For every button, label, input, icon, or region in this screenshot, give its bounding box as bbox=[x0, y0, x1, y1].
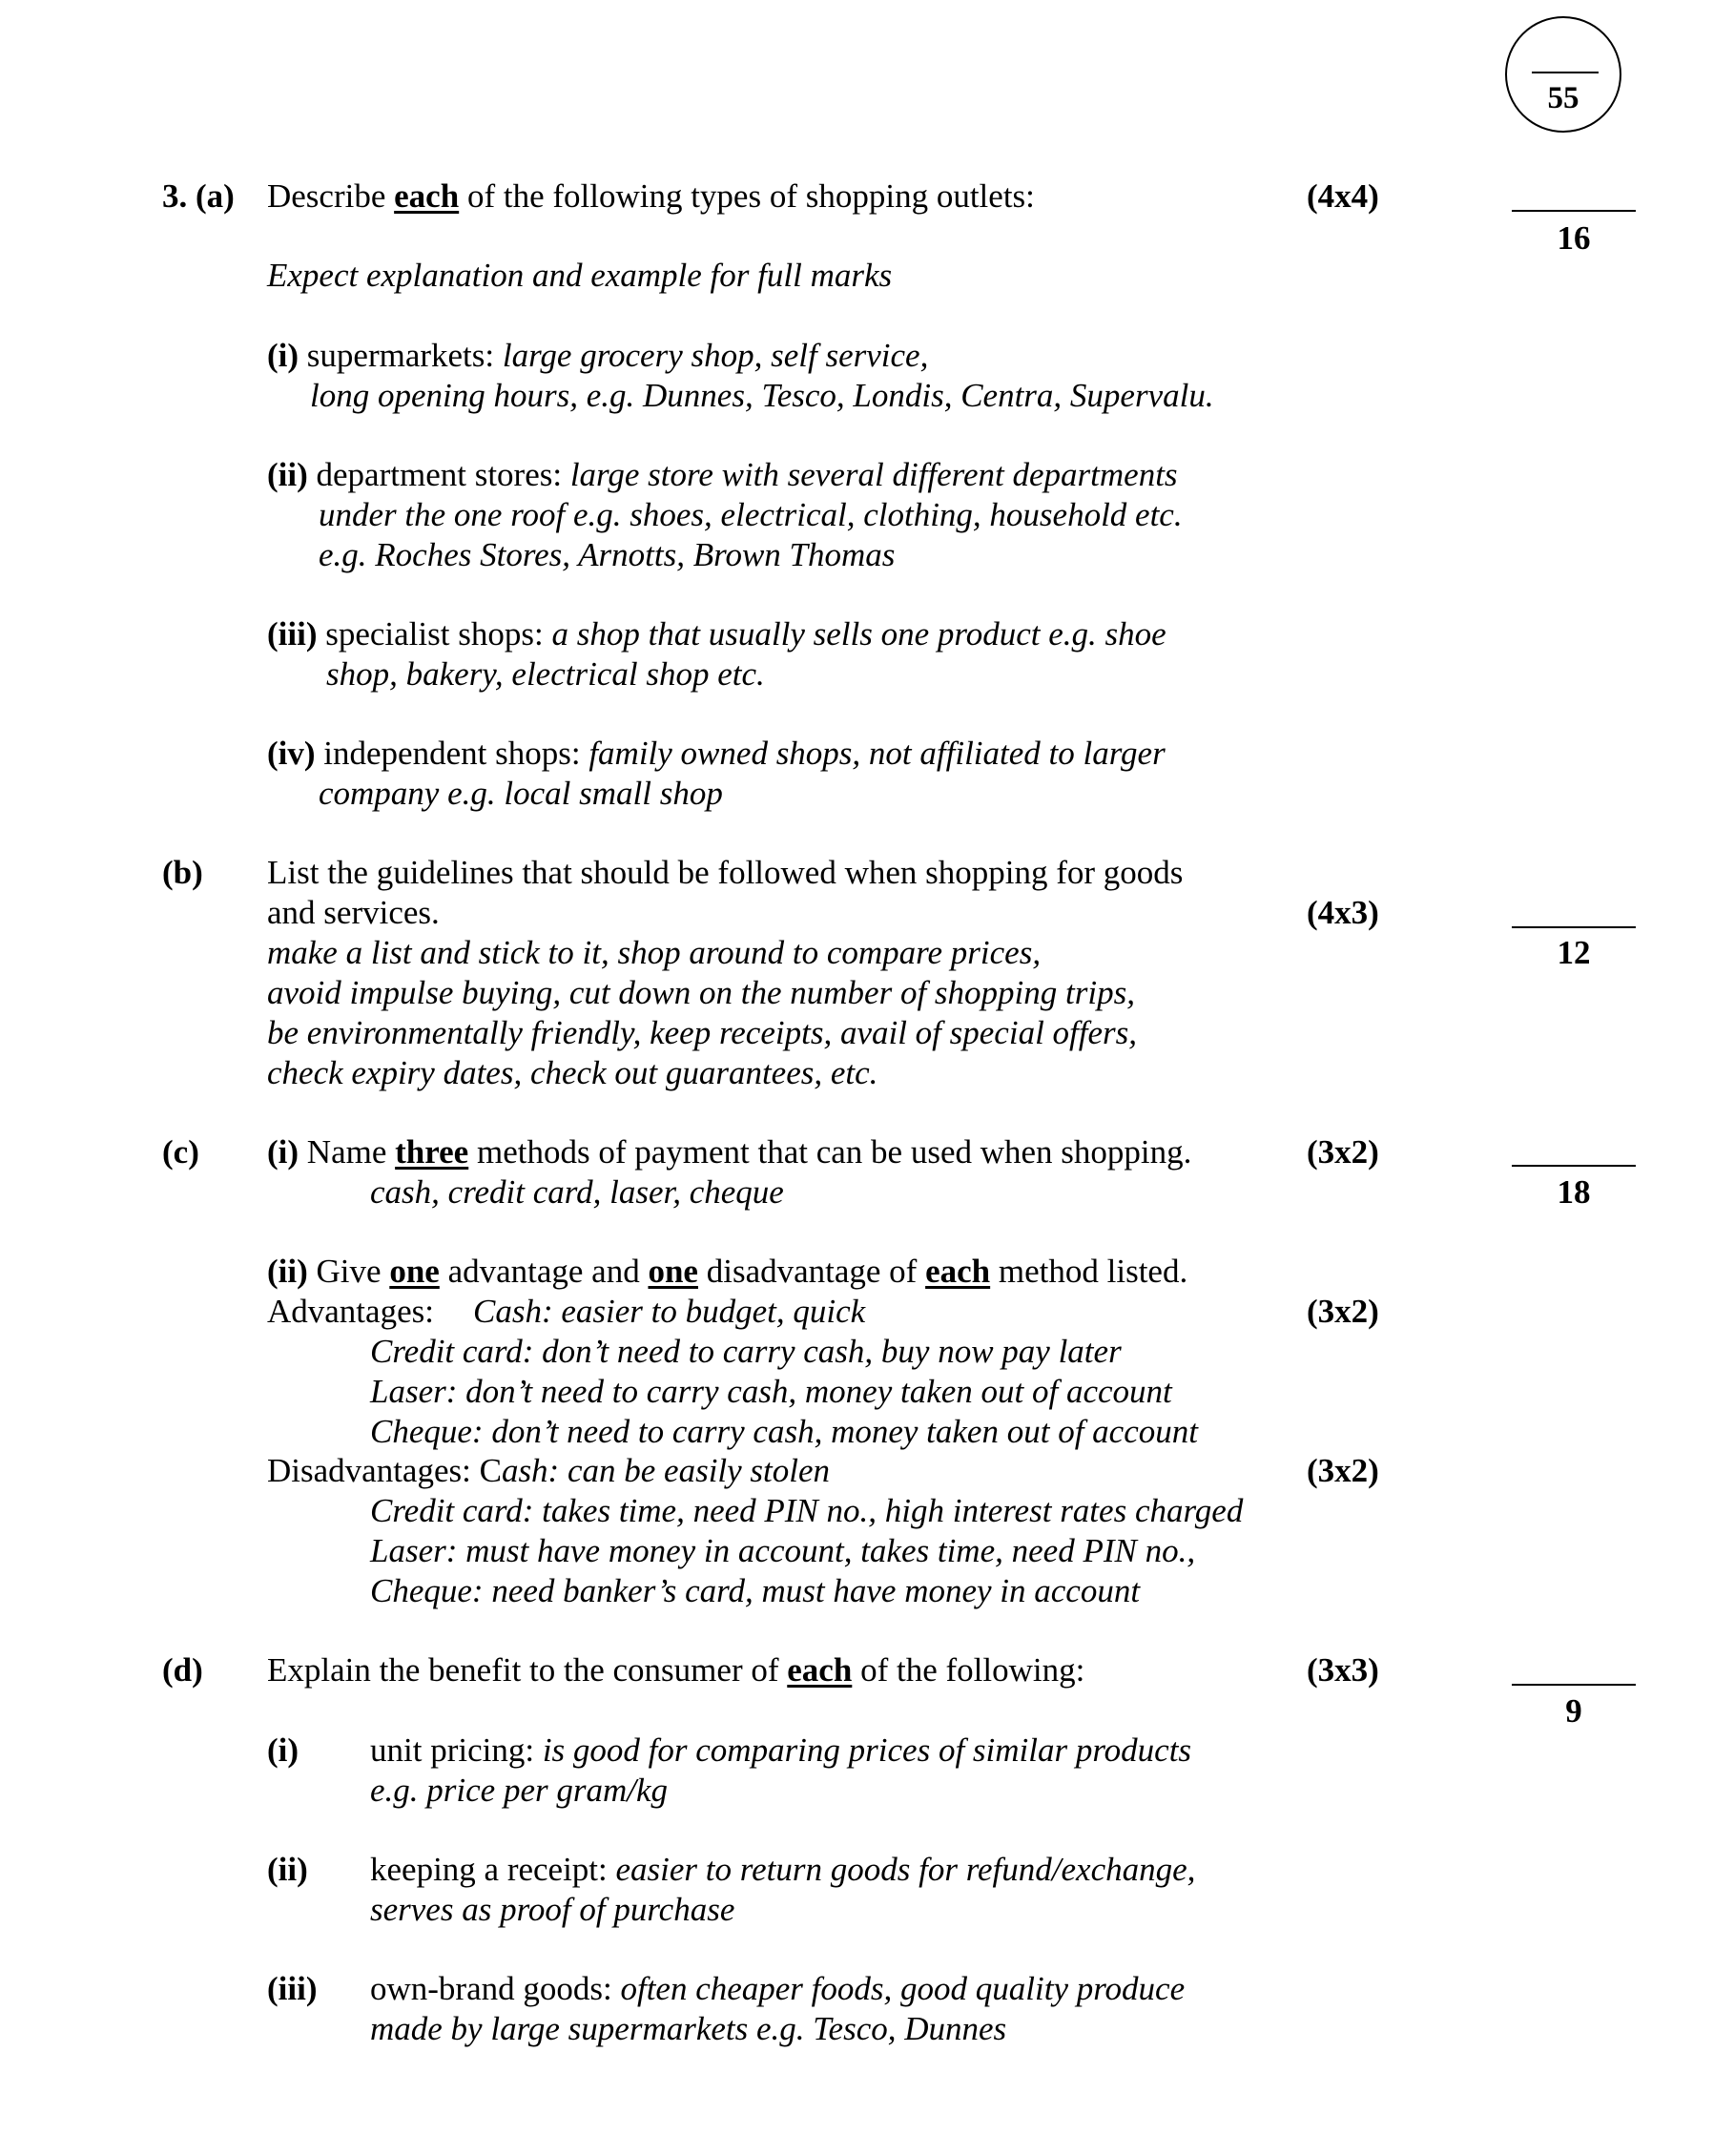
q3c-disadvantage-line: Credit card: takes time, need PIN no., high interest rates charged bbox=[370, 1492, 1244, 1529]
q3a-score-line bbox=[1512, 210, 1636, 212]
q3c-score: 18 bbox=[1557, 1173, 1591, 1211]
q3c-disadvantage-line: Laser: must have money in account, takes time, need PIN no., bbox=[370, 1532, 1196, 1569]
q3a-iii-line2: shop, bakery, electrical shop etc. bbox=[326, 655, 765, 693]
q3a-prompt: Describe each of the following types of shopping outlets: bbox=[267, 177, 1035, 215]
q3c-disadvantages: Disadvantages: Cash: can be easily stolen bbox=[267, 1452, 831, 1489]
q3a-iii: (iii) specialist shops: a shop that usually sells one product e.g. shoe bbox=[267, 615, 1166, 653]
total-score-line bbox=[1532, 72, 1599, 73]
q3a-i-line2: long opening hours, e.g. Dunnes, Tesco, Londis, Centra, Supervalu. bbox=[310, 377, 1214, 414]
q3b-score: 12 bbox=[1557, 934, 1591, 971]
q3a-iv-line2: company e.g. local small shop bbox=[319, 775, 723, 812]
q3c-adv-marks: (3x2) bbox=[1307, 1293, 1379, 1330]
q3c-advantages-label: Advantages: bbox=[267, 1293, 434, 1330]
q3c-advantage-line: Credit card: don’t need to carry cash, buy now pay later bbox=[370, 1333, 1122, 1370]
question-number: 3. (a) bbox=[162, 177, 235, 215]
q3c-advantage-line: Cheque: don’t need to carry cash, money taken out of account bbox=[370, 1413, 1198, 1450]
q3b-answer-line: make a list and stick to it, shop around to compare prices, bbox=[267, 934, 1042, 971]
q3b-answer-line: avoid impulse buying, cut down on the number of shopping trips, bbox=[267, 974, 1135, 1011]
q3a-score: 16 bbox=[1557, 219, 1591, 257]
q3b-label: (b) bbox=[162, 854, 203, 891]
q3d-score-line bbox=[1512, 1684, 1636, 1686]
q3c-advantage-cash: Cash: easier to budget, quick bbox=[473, 1293, 866, 1330]
q3d-marks: (3x3) bbox=[1307, 1651, 1379, 1689]
q3c-i-prompt: (i) Name three methods of payment that can be used when shopping. bbox=[267, 1133, 1192, 1171]
q3c-i-marks: (3x2) bbox=[1307, 1133, 1379, 1171]
q3d-ii-number: (ii) bbox=[267, 1851, 308, 1888]
q3a-marks: (4x4) bbox=[1307, 177, 1379, 215]
q3c-ii-prompt: (ii) Give one advantage and one disadvantage of each method listed. bbox=[267, 1253, 1188, 1290]
q3d-i: unit pricing: is good for comparing prices of similar products bbox=[370, 1731, 1192, 1769]
q3d-ii-line2: serves as proof of purchase bbox=[370, 1891, 735, 1928]
q3d-i-number: (i) bbox=[267, 1731, 299, 1769]
q3d-i-line2: e.g. price per gram/kg bbox=[370, 1772, 669, 1809]
q3c-disadvantage-line: Cheque: need banker’s card, must have money in account bbox=[370, 1572, 1141, 1609]
q3c-i-answer: cash, credit card, laser, cheque bbox=[370, 1173, 784, 1211]
q3b-marks: (4x3) bbox=[1307, 894, 1379, 931]
q3a-note: Expect explanation and example for full marks bbox=[267, 257, 893, 294]
q3b-score-line bbox=[1512, 926, 1636, 928]
q3d-prompt: Explain the benefit to the consumer of each of the following: bbox=[267, 1651, 1085, 1689]
q3b-prompt-line1: List the guidelines that should be followed when shopping for goods bbox=[267, 854, 1184, 891]
q3b-answer-line: check expiry dates, check out guarantees, etc. bbox=[267, 1054, 878, 1091]
q3d-iii: own-brand goods: often cheaper foods, good quality produce bbox=[370, 1970, 1186, 2007]
q3a-ii: (ii) department stores: large store with several different departments bbox=[267, 456, 1178, 493]
q3c-dis-marks: (3x2) bbox=[1307, 1452, 1379, 1489]
q3d-label: (d) bbox=[162, 1651, 203, 1689]
q3b-answer-line: be environmentally friendly, keep receipts, avail of special offers, bbox=[267, 1014, 1138, 1051]
q3a-iv: (iv) independent shops: family owned shops, not affiliated to larger bbox=[267, 735, 1166, 772]
q3d-iii-number: (iii) bbox=[267, 1970, 318, 2007]
q3d-iii-line2: made by large supermarkets e.g. Tesco, Dunnes bbox=[370, 2010, 1007, 2047]
q3d-ii: keeping a receipt: easier to return goods for refund/exchange, bbox=[370, 1851, 1196, 1888]
q3a-i: (i) supermarkets: large grocery shop, self service, bbox=[267, 337, 929, 374]
q3a-ii-line2: under the one roof e.g. shoes, electrical, clothing, household etc. bbox=[319, 496, 1183, 533]
q3d-score: 9 bbox=[1565, 1692, 1582, 1730]
q3b-prompt-line2: and services. bbox=[267, 894, 440, 931]
q3c-label: (c) bbox=[162, 1133, 199, 1171]
total-score: 55 bbox=[1547, 81, 1579, 115]
q3c-score-line bbox=[1512, 1165, 1636, 1167]
q3c-advantage-line: Laser: don’t need to carry cash, money taken out of account bbox=[370, 1373, 1172, 1410]
q3a-ii-line3: e.g. Roches Stores, Arnotts, Brown Thomas bbox=[319, 536, 896, 573]
total-score-circle bbox=[1505, 16, 1621, 133]
